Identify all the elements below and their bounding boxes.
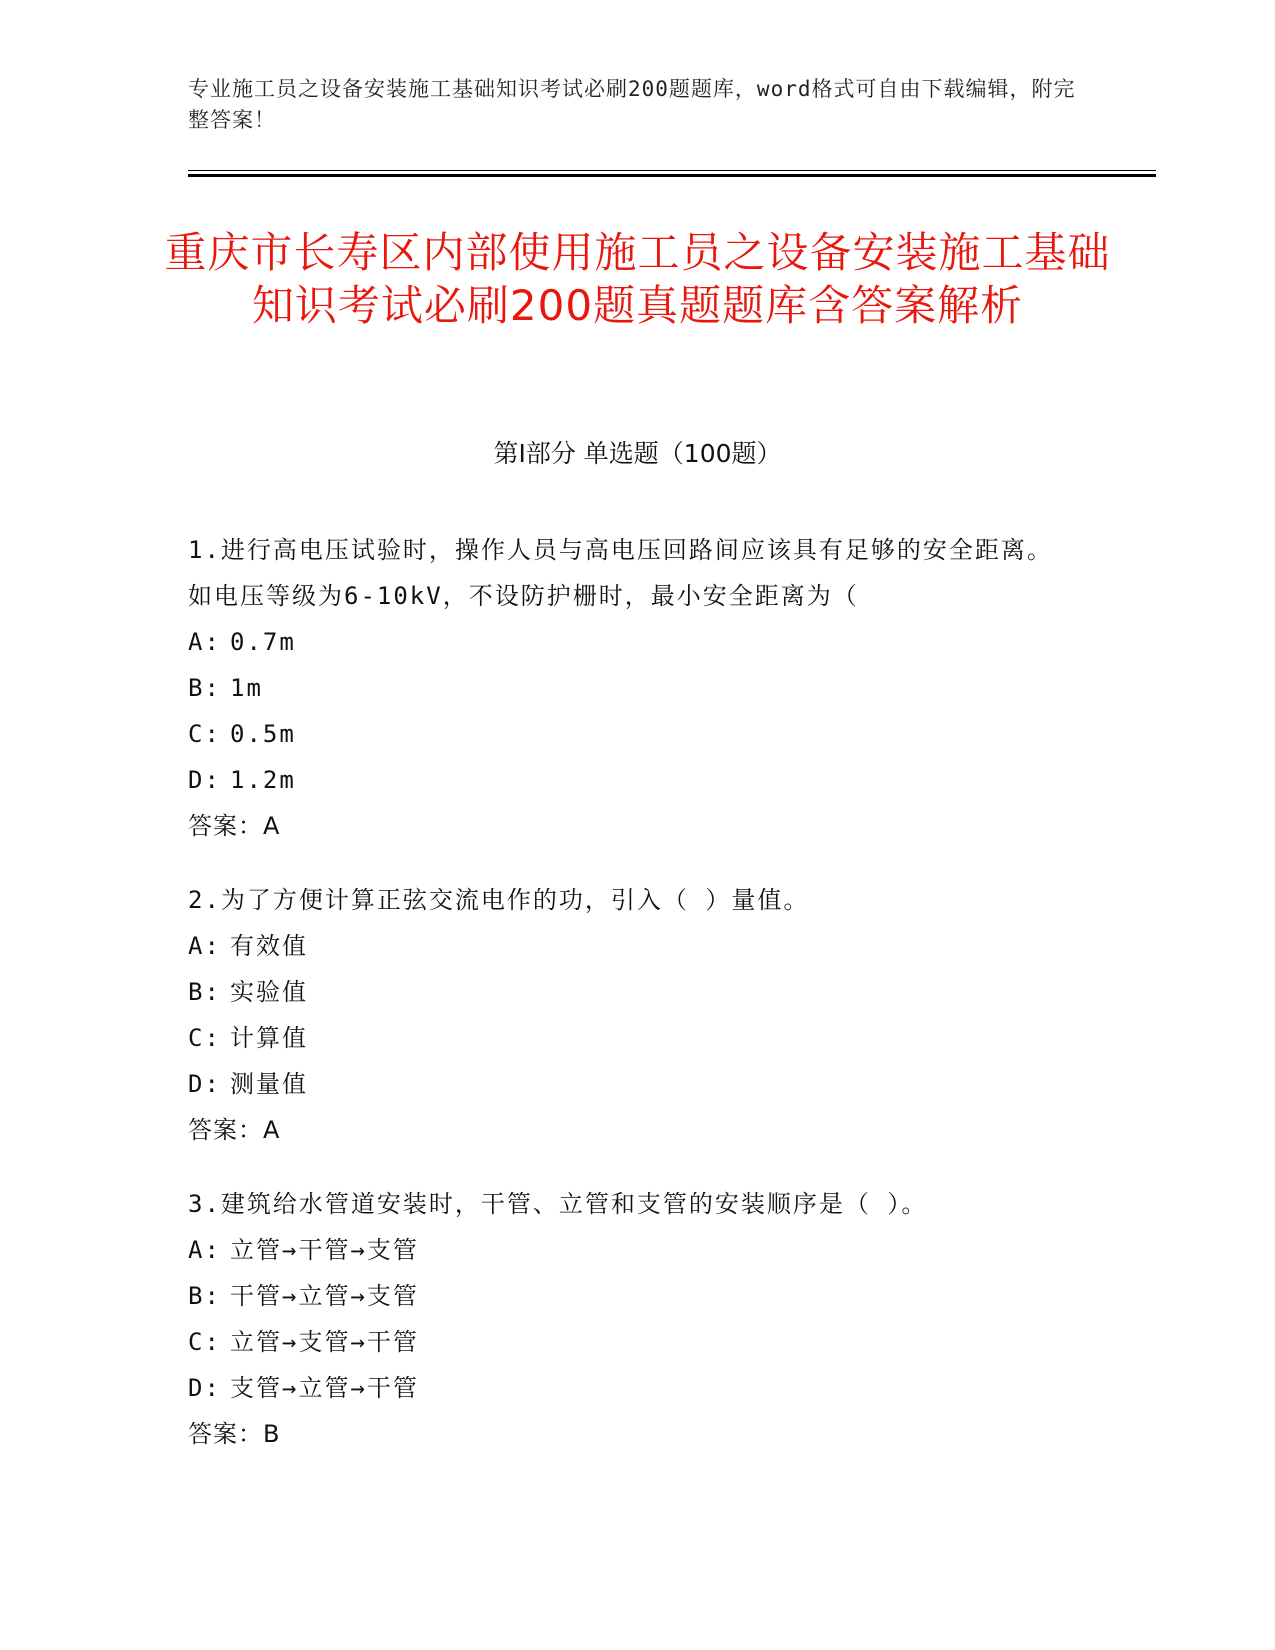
- option-c: [188, 1319, 1068, 1365]
- option-value: 0.5m: [230, 720, 296, 748]
- option-a: [188, 923, 1068, 969]
- option-c: [188, 1015, 1068, 1061]
- option-key: A:: [188, 628, 221, 656]
- option-value: 计算值: [230, 1024, 308, 1052]
- question-text: 3.建筑给水管道安装时，干管、立管和支管的安装顺序是（ ）。: [188, 1190, 928, 1218]
- option-key: B:: [188, 674, 221, 702]
- option-b: [188, 969, 1068, 1015]
- option-value: 测量值: [230, 1070, 308, 1098]
- option-value: 0.7m: [230, 628, 296, 656]
- option-key: C:: [188, 1328, 221, 1356]
- question-list: [188, 527, 1068, 1485]
- option-value: 1m: [230, 674, 263, 702]
- option-value: 实验值: [230, 978, 308, 1006]
- answer-line: 答案：B: [188, 1420, 281, 1448]
- option-key: B:: [188, 978, 221, 1006]
- option-key: D:: [188, 1374, 221, 1402]
- question-text: 1.进行高电压试验时，操作人员与高电压回路间应该具有足够的安全距离。如电压等级为6-10kV，不设防护栅时，最小安全距离为（: [188, 536, 1053, 610]
- option-value: 干管→立管→支管: [230, 1282, 419, 1310]
- option-d: [188, 1061, 1068, 1107]
- option-key: A:: [188, 1236, 221, 1264]
- header-divider-thin: [188, 170, 1156, 171]
- option-value: 支管→立管→干管: [230, 1374, 419, 1402]
- document-title: 重庆市长寿区内部使用施工员之设备安装施工基础知识考试必刷200题真题题库含答案解析: [164, 228, 1111, 330]
- option-d: [188, 1365, 1068, 1411]
- option-key: D:: [188, 1070, 221, 1098]
- option-key: C:: [188, 720, 221, 748]
- option-key: A:: [188, 932, 221, 960]
- option-key: B:: [188, 1282, 221, 1310]
- header-note: 专业施工员之设备安装施工基础知识考试必刷200题题库，word格式可自由下载编辑，附完整答案！: [188, 77, 1076, 132]
- option-value: 立管→支管→干管: [230, 1328, 419, 1356]
- option-b: [188, 1273, 1068, 1319]
- question-item: [188, 1181, 1068, 1457]
- answer-line: 答案：A: [188, 1116, 281, 1144]
- option-a: [188, 619, 1068, 665]
- option-a: [188, 1227, 1068, 1273]
- option-value: 有效值: [230, 932, 308, 960]
- option-c: [188, 711, 1068, 757]
- option-b: [188, 665, 1068, 711]
- option-d: [188, 757, 1068, 803]
- question-text: 2.为了方便计算正弦交流电作的功，引入（ ）量值。: [188, 886, 810, 914]
- option-value: 立管→干管→支管: [230, 1236, 419, 1264]
- question-item: [188, 527, 1068, 849]
- section-title: 第Ⅰ部分 单选题（100题）: [493, 439, 782, 468]
- answer-line: 答案：A: [188, 812, 281, 840]
- question-item: [188, 877, 1068, 1153]
- option-key: C:: [188, 1024, 221, 1052]
- header-divider-thick: [188, 174, 1156, 177]
- option-value: 1.2m: [230, 766, 296, 794]
- option-key: D:: [188, 766, 221, 794]
